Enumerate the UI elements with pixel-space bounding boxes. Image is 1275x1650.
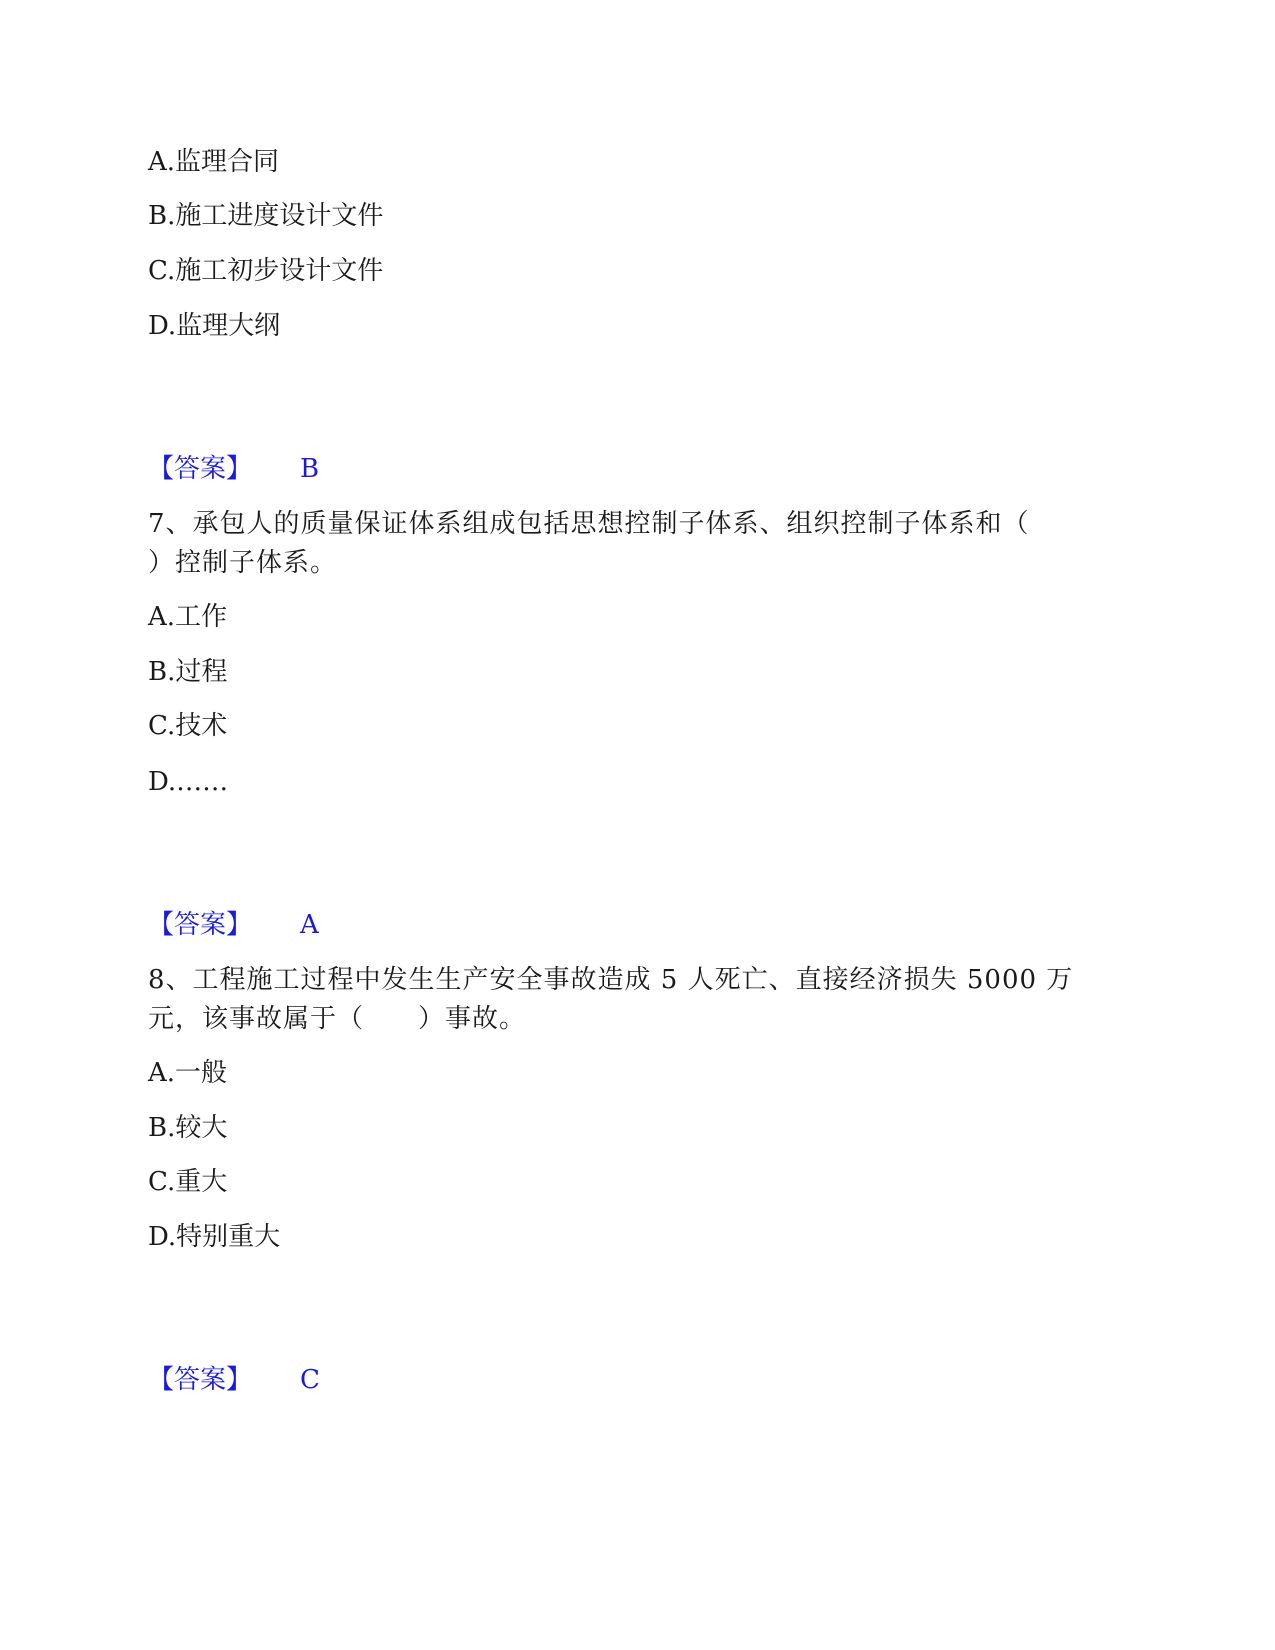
answer-row	[148, 908, 319, 942]
answer-value: C	[300, 1365, 320, 1395]
option-c: C.施工初步设计文件	[148, 256, 384, 286]
option-b: B.较大	[148, 1113, 228, 1143]
question-8-line-2: 元，该事故属于（ ）事故。	[148, 1004, 527, 1034]
answer-row	[148, 1363, 320, 1397]
option-c: C.技术	[148, 711, 228, 741]
question-7-line-1: 7、承包人的质量保证体系组成包括思想控制子体系、组织控制子体系和（	[148, 509, 1030, 539]
option-a: A.工作	[148, 602, 228, 632]
answer-label: 【答案】	[148, 910, 253, 940]
option-b: B.过程	[148, 657, 228, 687]
option-b: B.施工进度设计文件	[148, 201, 384, 231]
question-7-line-2: ）控制子体系。	[148, 548, 338, 578]
answer-value: B	[300, 454, 320, 484]
option-a: A.监理合同	[148, 147, 280, 177]
answer-value: A	[300, 910, 319, 940]
answer-label: 【答案】	[148, 1365, 253, 1395]
option-c: C.重大	[148, 1167, 228, 1197]
question-8-line-1: 8、工程施工过程中发生生产安全事故造成 5 人死亡、直接经济损失 5000 万	[148, 965, 1074, 995]
option-d: D.……	[148, 767, 229, 797]
option-d: D.监理大纲	[148, 311, 281, 341]
option-a: A.一般	[148, 1058, 228, 1088]
option-d: D.特别重大	[148, 1222, 281, 1252]
answer-label: 【答案】	[148, 454, 253, 484]
answer-row	[148, 452, 319, 486]
